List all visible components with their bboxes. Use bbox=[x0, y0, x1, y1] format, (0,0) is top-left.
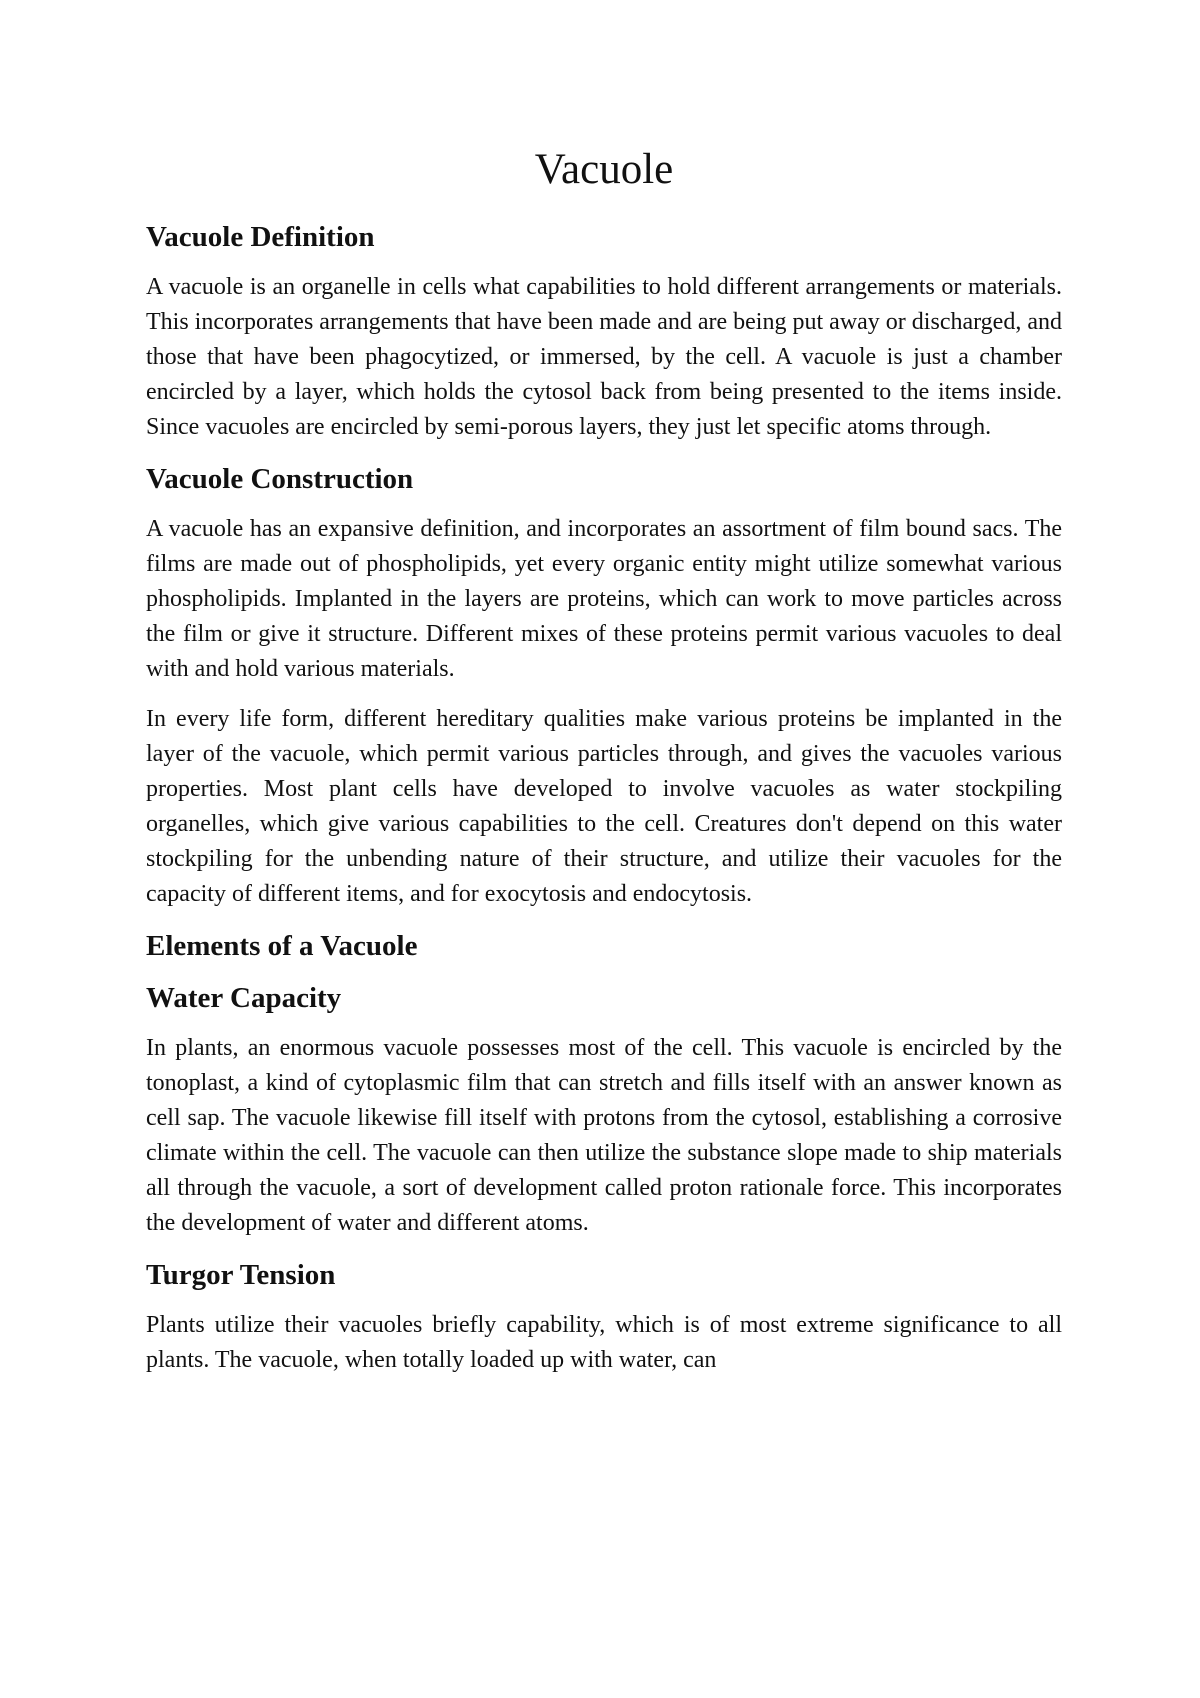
section-heading-elements-of-a-vacuole: Elements of a Vacuole bbox=[146, 930, 418, 962]
paragraph-turgor-tension: Plants utilize their vacuoles briefly capability, which is of most extreme significance to all plants. The vacuole, when totally loaded up with water, can bbox=[146, 1312, 1062, 1373]
paragraph-vacuole-definition: A vacuole is an organelle in cells what capabilities to hold different arrangements or materials. This incorporates arrangements that have been made and are being put away or discharged, and those that have been phagocytized, or immersed, by the cell. A vacuole is just a chamber encircled by a layer, which holds the cytosol back from being presented to the items inside. Since vacuoles are encircled by semi-porous layers, they just let specific atoms through. bbox=[146, 274, 1062, 440]
section-heading-water-capacity: Water Capacity bbox=[146, 982, 342, 1014]
document-page bbox=[146, 140, 1062, 1378]
section-heading-vacuole-definition: Vacuole Definition bbox=[146, 221, 375, 253]
document-title: Vacuole bbox=[534, 146, 674, 193]
paragraph-vacuole-construction-2: In every life form, different hereditary qualities make various proteins be implanted in the layer of the vacuole, which permit various particles through, and gives the vacuoles various properties. Most plant cells have developed to involve vacuoles as water stockpiling organelles, which give various capabilities to the cell. Creatures don't depend on this water stockpiling for the unbending nature of their structure, and utilize their vacuoles for the capacity of different items, and for exocytosis and endocytosis. bbox=[146, 706, 1062, 907]
paragraph-water-capacity: In plants, an enormous vacuole possesses most of the cell. This vacuole is encircled by the tonoplast, a kind of cytoplasmic film that can stretch and fills itself with an answer known as cell sap. The vacuole likewise fill itself with protons from the cytosol, establishing a corrosive climate within the cell. The vacuole can then utilize the substance slope made to ship materials all through the vacuole, a sort of development called proton rationale force. This incorporates the development of water and different atoms. bbox=[146, 1035, 1062, 1236]
section-heading-vacuole-construction: Vacuole Construction bbox=[146, 463, 414, 495]
paragraph-vacuole-construction-1: A vacuole has an expansive definition, and incorporates an assortment of film bound sacs. The films are made out of phospholipids, yet every organic entity might utilize somewhat various phospholipids. Implanted in the layers are proteins, which can work to move particles across the film or give it structure. Different mixes of these proteins permit various vacuoles to deal with and hold various materials. bbox=[146, 516, 1062, 682]
section-heading-turgor-tension: Turgor Tension bbox=[146, 1259, 336, 1291]
